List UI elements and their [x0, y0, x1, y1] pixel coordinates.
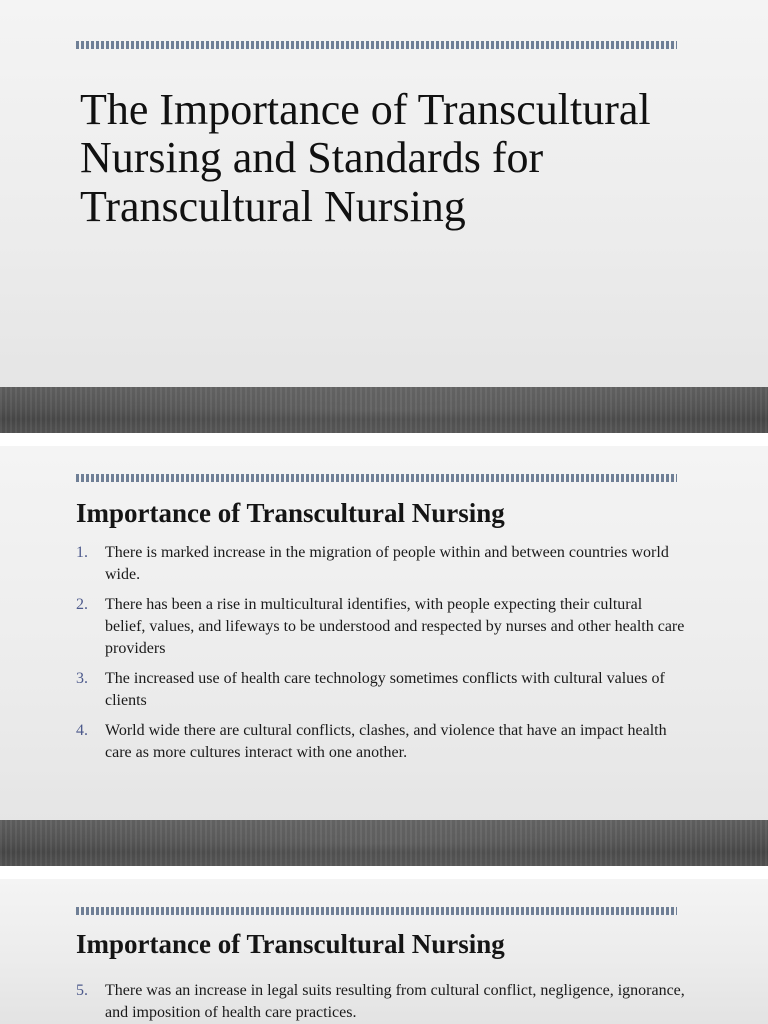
- decorative-footer-band: [0, 387, 768, 433]
- slide-title: [0, 0, 768, 433]
- list-item-number: 4.: [76, 722, 88, 739]
- numbered-list: [76, 542, 686, 772]
- list-item: [76, 594, 686, 660]
- list-item-number: 2.: [76, 596, 88, 613]
- decorative-dashed-rule: [76, 907, 677, 915]
- list-item-text: There is marked increase in the migration of people within and between countries world wide.: [105, 544, 669, 583]
- list-item: [76, 720, 686, 764]
- slide-importance-2: [0, 879, 768, 1024]
- list-item-text: World wide there are cultural conflicts, clashes, and violence that have an impact health care as more cultures interact with one another.: [105, 722, 667, 761]
- list-item-text: There was an increase in legal suits resulting from cultural conflict, negligence, ignorance, and imposition of health care practices.: [105, 982, 685, 1021]
- slide-importance-1: [0, 446, 768, 866]
- list-item-text: The increased use of health care technology sometimes conflicts with cultural values of clients: [105, 670, 665, 709]
- slide-heading: Importance of Transcultural Nursing: [76, 929, 505, 959]
- list-item-number: 1.: [76, 544, 88, 561]
- list-item-text: There has been a rise in multicultural identifies, with people expecting their cultural belief, values, and lifeways to be understood and respected by nurses and other health care providers: [105, 596, 685, 657]
- decorative-dashed-rule: [76, 474, 677, 482]
- list-item: [76, 542, 686, 586]
- list-item: [76, 668, 686, 712]
- decorative-footer-band: [0, 820, 768, 866]
- list-item-number: 5.: [76, 982, 88, 999]
- list-item-number: 3.: [76, 670, 88, 687]
- decorative-dashed-rule: [76, 41, 677, 49]
- slide-title-text: The Importance of Transcultural Nursing and Standards for Transcultural Nursing: [80, 85, 651, 231]
- list-item: [76, 980, 686, 1024]
- numbered-list: [76, 980, 686, 1024]
- slide-heading: Importance of Transcultural Nursing: [76, 498, 505, 528]
